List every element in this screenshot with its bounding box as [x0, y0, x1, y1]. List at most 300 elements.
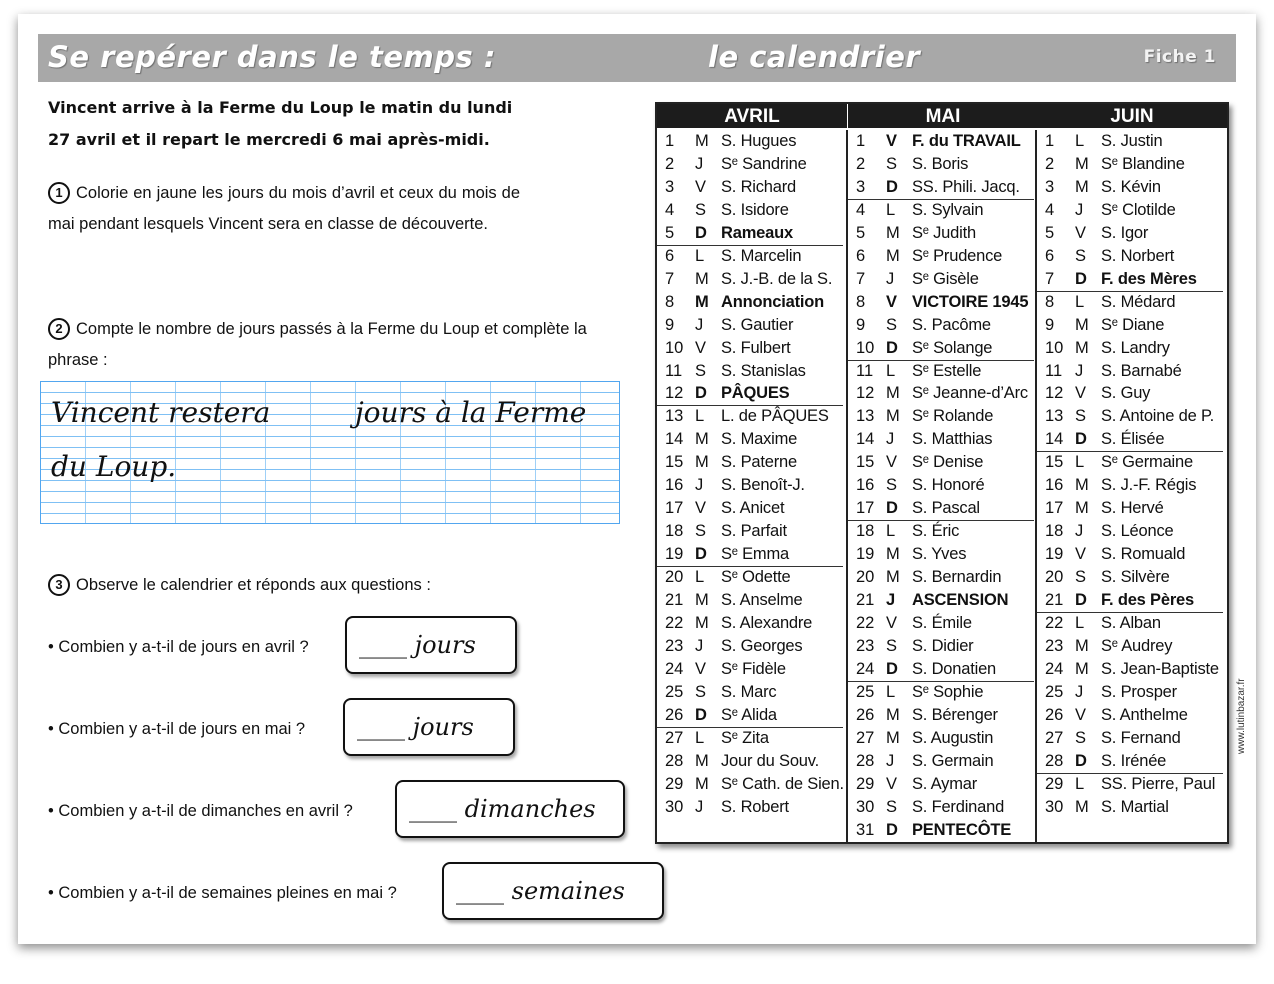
day-number: 18 [856, 522, 875, 541]
cursive-text-2: jours à la Ferme [355, 396, 587, 429]
calendar-day [657, 681, 843, 704]
saint-name: S. Alban [1101, 613, 1161, 632]
saint-name: S. Norbert [1101, 246, 1175, 265]
saint-name: S. Bernardin [912, 568, 1002, 587]
calendar-day [848, 497, 1034, 520]
calendar-day [1037, 704, 1223, 727]
saint-name: Sᵉ Denise [912, 453, 984, 472]
day-number: 14 [665, 430, 684, 449]
saint-name: SS. Pierre, Paul [1101, 774, 1216, 793]
saint-name: VICTOIRE 1945 [912, 292, 1029, 311]
day-number: 4 [856, 200, 866, 219]
calendar-day [657, 658, 843, 681]
day-letter: S [886, 476, 898, 495]
calendar-day [1037, 658, 1223, 681]
day-letter: M [1075, 177, 1089, 196]
calendar-day [1037, 337, 1223, 360]
day-number: 7 [1045, 269, 1055, 288]
calendar-day [848, 360, 1034, 383]
saint-name: S. Léonce [1101, 522, 1174, 541]
day-letter: D [886, 820, 898, 839]
calendar-day [657, 451, 843, 474]
task-3 [48, 570, 638, 601]
calendar-day [657, 291, 843, 314]
day-number: 30 [856, 797, 875, 816]
calendar-day [1037, 245, 1223, 268]
saint-name: S. Antoine de P. [1101, 407, 1215, 426]
intro-line-1: Vincent arrive à la Ferme du Loup le matin du lundi [48, 98, 513, 117]
day-letter: L [886, 682, 896, 701]
day-number: 6 [1045, 246, 1055, 265]
day-letter: S [695, 522, 707, 541]
saint-name: S. Guy [1101, 384, 1151, 403]
calendar-day [657, 635, 843, 658]
saint-name: S. Augustin [912, 728, 994, 747]
calendar-day [657, 474, 843, 497]
day-number: 6 [856, 246, 866, 265]
saint-name: S. Gautier [721, 315, 794, 334]
day-letter: D [886, 177, 898, 196]
saint-name: Sᵉ Diane [1101, 315, 1165, 334]
saint-name: S. J.-F. Régis [1101, 476, 1197, 495]
day-letter: J [886, 430, 895, 449]
day-letter: M [695, 132, 709, 150]
calendar-day [848, 681, 1034, 704]
calendar-day [657, 428, 843, 451]
question-2: • Combien y a-t-il de jours en mai ? [48, 720, 306, 738]
calendar-day [1037, 382, 1223, 405]
day-number: 4 [1045, 200, 1055, 219]
task-2-text: Compte le nombre de jours passés à la Ferme du Loup et complète la phrase : [48, 320, 587, 369]
day-letter: M [1075, 476, 1089, 495]
day-number: 4 [665, 200, 675, 219]
calendar-day [657, 543, 843, 566]
saint-name: Sᵉ Fidèle [721, 659, 786, 678]
saint-name: Sᵉ Clotilde [1101, 200, 1176, 219]
calendar-day [848, 566, 1034, 589]
day-letter: D [1075, 430, 1087, 449]
calendar-day [848, 543, 1034, 566]
day-number: 25 [665, 682, 684, 701]
day-number: 23 [665, 636, 684, 655]
day-number: 1 [856, 132, 866, 150]
calendar-day [1037, 199, 1223, 222]
day-number: 9 [665, 315, 675, 334]
saint-name: S. Pacôme [912, 315, 991, 334]
day-letter: V [886, 774, 898, 793]
calendar-day [848, 176, 1034, 199]
day-letter: L [695, 246, 705, 265]
day-letter: J [1075, 361, 1084, 380]
month-header-juin: JUIN [1037, 104, 1227, 128]
day-number: 15 [856, 453, 875, 472]
day-number: 26 [1045, 705, 1064, 724]
calendar-day [1037, 268, 1223, 291]
day-letter: L [695, 568, 705, 587]
day-number: 23 [856, 636, 875, 655]
day-number: 11 [1045, 361, 1063, 380]
day-letter: V [695, 659, 707, 678]
day-letter: D [695, 705, 707, 724]
calendar-day [1037, 750, 1223, 773]
day-letter: M [886, 728, 900, 747]
day-number: 10 [665, 338, 684, 357]
task-1-text: Colorie en jaune les jours du mois d’avril et ceux du mois de mai pendant lesquels Vincent sera en classe de découverte. [48, 184, 520, 233]
calendar-day [848, 589, 1034, 612]
day-number: 21 [1045, 591, 1064, 609]
day-number: 30 [665, 797, 684, 816]
day-number: 22 [856, 613, 875, 632]
day-number: 19 [1045, 545, 1064, 564]
saint-name: S. Richard [721, 177, 797, 196]
day-number: 14 [1045, 430, 1064, 449]
day-letter: D [886, 499, 898, 518]
day-letter: J [1075, 682, 1084, 701]
saint-name: S. Matthias [912, 430, 993, 449]
calendar-day [848, 337, 1034, 360]
day-letter: D [695, 223, 707, 242]
saint-name: Sᵉ Cath. de Sien. [721, 774, 844, 793]
day-number: 14 [856, 430, 875, 449]
calendar-day [657, 245, 843, 268]
question-4: • Combien y a-t-il de semaines pleines en mai ? [48, 884, 397, 902]
calendar-day [657, 314, 843, 337]
calendar-day [848, 245, 1034, 268]
page-subtitle: le calendrier [708, 40, 921, 74]
saint-name: S. Hervé [1101, 499, 1164, 518]
calendar-day [1037, 360, 1223, 383]
saint-name: S. Honoré [912, 476, 985, 495]
day-letter: L [695, 728, 705, 747]
credit-text: www.lutinbazar.fr [1236, 678, 1247, 754]
task-1 [48, 178, 520, 240]
saint-name: Sᵉ Judith [912, 223, 976, 242]
saint-name: S. Germain [912, 751, 994, 770]
day-number: 18 [665, 522, 684, 541]
saint-name: S. Parfait [721, 522, 787, 541]
day-number: 28 [665, 751, 684, 770]
saint-name: S. Prosper [1101, 682, 1177, 701]
day-letter: D [1075, 751, 1087, 770]
saint-name: S. Anicet [721, 499, 785, 518]
calendar-day [848, 314, 1034, 337]
day-number: 11 [856, 361, 874, 380]
day-number: 27 [665, 728, 684, 747]
saint-name: Sᵉ Emma [721, 545, 789, 564]
task-number-badge: 3 [48, 574, 70, 596]
day-letter: J [695, 636, 704, 655]
calendar-day [1037, 451, 1223, 474]
day-letter: L [1075, 292, 1085, 311]
day-letter: V [1075, 545, 1087, 564]
month-header-avril: AVRIL [657, 104, 847, 128]
day-number: 7 [856, 269, 866, 288]
calendar-day [848, 268, 1034, 291]
calendar-day [848, 773, 1034, 796]
calendar-day [848, 405, 1034, 428]
day-number: 10 [1045, 338, 1064, 357]
saint-name: S. Aymar [912, 774, 978, 793]
day-letter: J [695, 315, 704, 334]
day-number: 1 [1045, 132, 1055, 150]
day-letter: V [695, 499, 707, 518]
day-letter: M [695, 269, 709, 288]
saint-name: S. Donatien [912, 659, 997, 678]
day-letter: L [886, 522, 896, 541]
day-number: 12 [1045, 384, 1064, 403]
calendar-day [1037, 612, 1223, 635]
title-bar [38, 34, 1236, 82]
day-number: 5 [856, 223, 866, 242]
day-number: 19 [665, 545, 684, 564]
day-letter: S [886, 797, 898, 816]
day-number: 6 [665, 246, 675, 265]
day-letter: V [886, 292, 898, 311]
day-letter: M [1075, 797, 1089, 816]
day-letter: M [886, 223, 900, 242]
day-number: 5 [665, 223, 675, 242]
day-letter: D [695, 384, 707, 403]
day-number: 24 [665, 659, 684, 678]
calendar-day [657, 497, 843, 520]
answer-box-1[interactable]: ____ jours [345, 616, 517, 674]
day-number: 2 [665, 154, 675, 173]
saint-name: S. Kévin [1101, 177, 1161, 196]
day-number: 12 [856, 384, 875, 403]
day-letter: J [695, 476, 704, 495]
day-letter: V [695, 338, 707, 357]
calendar-day [1037, 796, 1223, 819]
saint-name: S. Irénée [1101, 751, 1167, 770]
day-letter: J [886, 591, 896, 609]
calendar-day [657, 176, 843, 199]
day-number: 17 [1045, 499, 1064, 518]
calendar-day [657, 520, 843, 543]
saint-name: S. J.-B. de la S. [721, 269, 833, 288]
page-title: Se repérer dans le temps : [48, 40, 496, 74]
calendar-day [657, 382, 843, 405]
calendar-day [848, 750, 1034, 773]
day-letter: L [1075, 774, 1085, 793]
calendar-day [848, 130, 1034, 153]
calendar-day [1037, 130, 1223, 153]
saint-name: S. Pascal [912, 499, 980, 518]
calendar-day [848, 819, 1034, 842]
day-letter: S [695, 682, 707, 701]
calendar-day [1037, 428, 1223, 451]
day-letter: M [695, 774, 709, 793]
calendar-day [1037, 153, 1223, 176]
saint-name: S. Isidore [721, 200, 789, 219]
day-number: 22 [665, 613, 684, 632]
day-number: 29 [665, 774, 684, 793]
saint-name: S. Anthelme [1101, 705, 1188, 724]
saint-name: Sᵉ Sandrine [721, 154, 807, 173]
calendar-day [657, 612, 843, 635]
day-letter: J [695, 797, 704, 816]
day-letter: L [695, 407, 705, 426]
day-number: 9 [856, 315, 866, 334]
saint-name: S. Élisée [1101, 430, 1165, 449]
saint-name: Sᵉ Alida [721, 705, 777, 724]
day-number: 11 [665, 361, 683, 380]
answer-box-2[interactable]: ____ jours [343, 698, 515, 756]
day-letter: M [695, 430, 709, 449]
day-letter: M [886, 246, 900, 265]
day-letter: S [695, 200, 707, 219]
saint-name: S. Landry [1101, 338, 1170, 357]
calendar-day [848, 199, 1034, 222]
calendar-day [657, 566, 843, 589]
saint-name: SS. Phili. Jacq. [912, 177, 1020, 196]
day-number: 25 [856, 682, 875, 701]
saint-name: S. Émile [912, 613, 972, 632]
day-number: 27 [856, 728, 875, 747]
day-number: 13 [665, 407, 684, 426]
saint-name: S. Maxime [721, 430, 798, 449]
calendar-day [1037, 520, 1223, 543]
calendar-day [1037, 589, 1223, 612]
saint-name: ASCENSION [912, 591, 1009, 609]
day-letter: M [886, 384, 900, 403]
saint-name: S. Boris [912, 154, 969, 173]
saint-name: Sᵉ Estelle [912, 361, 982, 380]
calendar-day [657, 360, 843, 383]
saint-name: S. Ferdinand [912, 797, 1005, 816]
day-number: 8 [1045, 292, 1055, 311]
day-letter: L [1075, 613, 1085, 632]
day-number: 17 [665, 499, 684, 518]
calendar-day [848, 796, 1034, 819]
day-letter: M [695, 453, 709, 472]
day-number: 21 [665, 591, 684, 609]
day-letter: S [1075, 407, 1087, 426]
day-letter: V [1075, 384, 1087, 403]
question-1: • Combien y a-t-il de jours en avril ? [48, 638, 309, 656]
calendar-day [657, 130, 843, 153]
day-letter: M [695, 292, 709, 311]
calendar-day [1037, 176, 1223, 199]
calendar-day [1037, 222, 1223, 245]
saint-name: S. Jean-Baptiste [1101, 659, 1219, 678]
day-number: 3 [1045, 177, 1055, 196]
calendar-day [1037, 314, 1223, 337]
day-letter: M [1075, 499, 1089, 518]
saint-name: S. Hugues [721, 132, 797, 150]
day-number: 2 [1045, 154, 1055, 173]
calendar-day [657, 153, 843, 176]
day-letter: J [1075, 200, 1084, 219]
calendar-day [848, 658, 1034, 681]
answer-box-3[interactable]: ____ dimanches [395, 780, 625, 838]
handwriting-grid [40, 381, 620, 524]
question-3: • Combien y a-t-il de dimanches en avril ? [48, 802, 353, 820]
day-number: 13 [856, 407, 875, 426]
calendar-day [848, 382, 1034, 405]
calendar-day [848, 704, 1034, 727]
day-letter: M [695, 751, 709, 770]
day-letter: V [886, 132, 898, 150]
saint-name: Sᵉ Blandine [1101, 154, 1185, 173]
saint-name: PENTECÔTE [912, 820, 1012, 839]
task-3-text: Observe le calendrier et réponds aux questions : [76, 576, 431, 594]
day-letter: D [886, 338, 898, 357]
calendar-day [848, 474, 1034, 497]
task-2 [48, 314, 638, 376]
calendar-day [1037, 474, 1223, 497]
saint-name: F. des Pères [1101, 591, 1194, 609]
day-letter: L [886, 361, 896, 380]
day-number: 28 [1045, 751, 1064, 770]
day-letter: M [886, 568, 900, 587]
calendar-day [1037, 773, 1223, 796]
calendar-day [657, 589, 843, 612]
saint-name: Sᵉ Prudence [912, 246, 1003, 265]
saint-name: Sᵉ Sophie [912, 682, 984, 701]
calendar-day [657, 750, 843, 773]
day-number: 23 [1045, 636, 1064, 655]
day-letter: V [886, 453, 898, 472]
calendar-day [657, 405, 843, 428]
saint-name: S. Didier [912, 636, 974, 655]
saint-name: S. Romuald [1101, 545, 1186, 564]
day-number: 7 [665, 269, 675, 288]
calendar-day [657, 727, 843, 750]
day-number: 16 [665, 476, 684, 495]
task-number-badge: 1 [48, 182, 70, 204]
day-letter: D [695, 545, 707, 564]
saint-name: S. Robert [721, 797, 789, 816]
calendar-day [1037, 635, 1223, 658]
calendar-day [1037, 497, 1223, 520]
calendar-day [657, 773, 843, 796]
saint-name: Sᵉ Rolande [912, 407, 994, 426]
day-letter: L [1075, 132, 1085, 150]
answer-box-4[interactable]: ____ semaines [442, 862, 664, 920]
saint-name: S. Bérenger [912, 705, 998, 724]
saint-name: S. Justin [1101, 132, 1163, 150]
day-number: 24 [856, 659, 875, 678]
saint-name: S. Stanislas [721, 361, 806, 380]
day-number: 8 [856, 292, 866, 311]
day-number: 20 [856, 568, 875, 587]
day-number: 9 [1045, 315, 1055, 334]
saint-name: Sᵉ Germaine [1101, 453, 1193, 472]
day-number: 16 [1045, 476, 1064, 495]
saint-name: Rameaux [721, 223, 793, 242]
day-letter: S [1075, 246, 1087, 265]
saint-name: PÂQUES [721, 384, 790, 403]
saint-name: S. Silvère [1101, 568, 1170, 587]
day-number: 26 [665, 705, 684, 724]
day-letter: V [1075, 705, 1087, 724]
saint-name: S. Paterne [721, 453, 797, 472]
calendar-day [657, 796, 843, 819]
day-number: 16 [856, 476, 875, 495]
day-number: 26 [856, 705, 875, 724]
calendar-day [657, 704, 843, 727]
day-number: 20 [1045, 568, 1064, 587]
day-number: 5 [1045, 223, 1055, 242]
day-number: 27 [1045, 728, 1064, 747]
day-number: 29 [1045, 774, 1064, 793]
day-number: 10 [856, 338, 875, 357]
saint-name: S. Igor [1101, 223, 1149, 242]
cursive-text-3: du Loup. [51, 450, 177, 483]
day-letter: D [886, 659, 898, 678]
day-letter: V [886, 613, 898, 632]
saint-name: S. Martial [1101, 797, 1169, 816]
